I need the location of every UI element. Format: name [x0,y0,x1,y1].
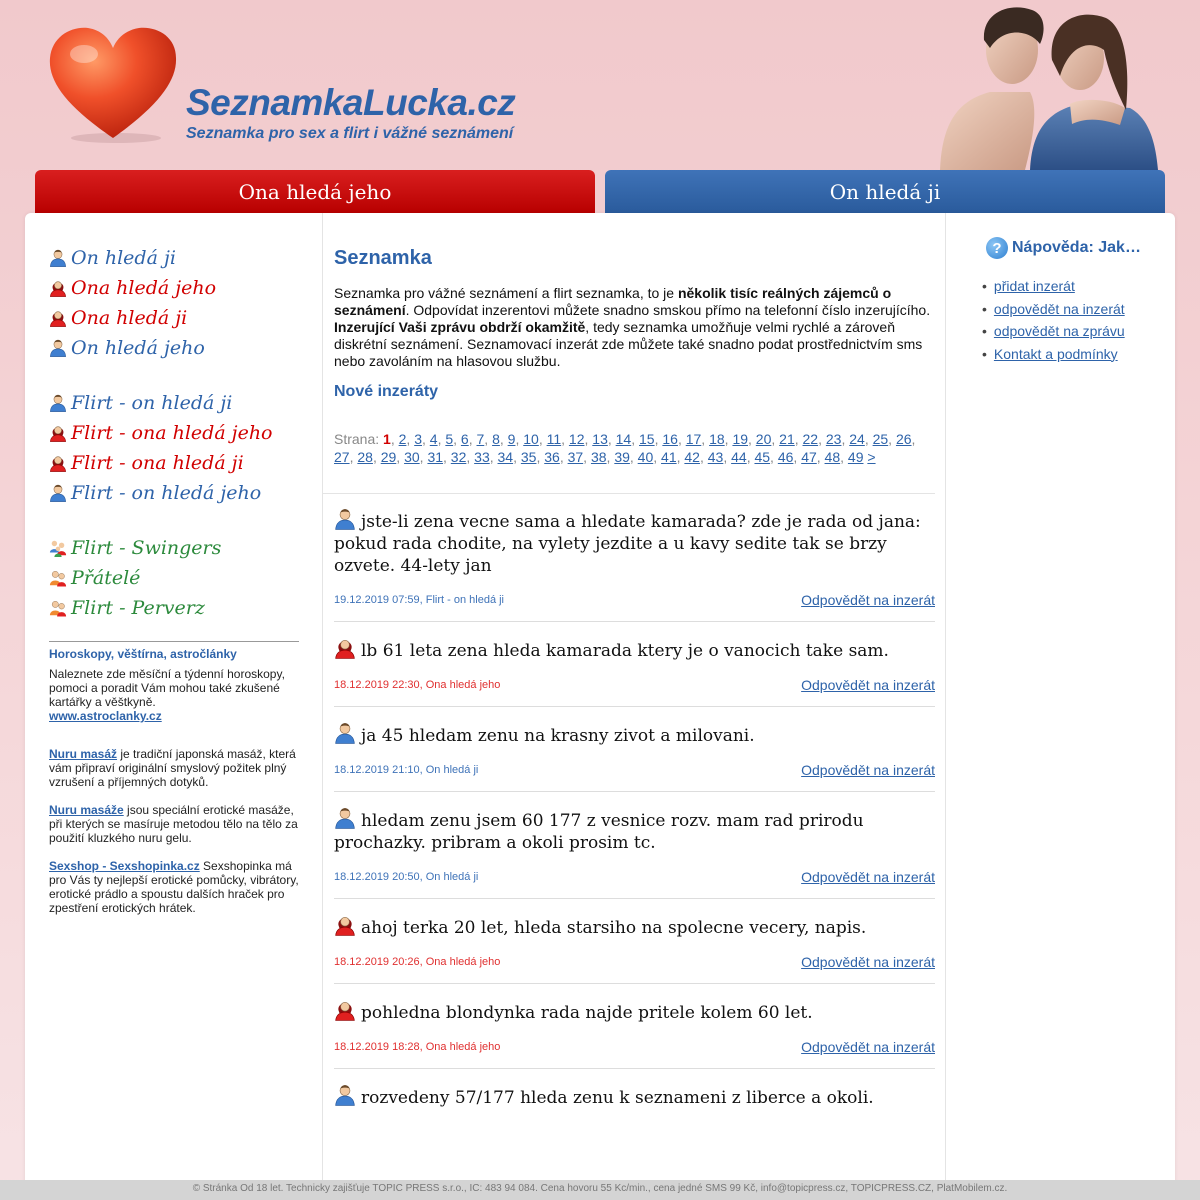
female-user-icon [334,999,356,1021]
ad-text [334,807,935,854]
nav-item-label: Přátelé [71,567,141,589]
nav-item-label: Flirt - Swingers [71,537,222,559]
ad-text [334,1084,935,1109]
female-user-icon [49,453,67,473]
right-sidebar [945,213,1175,1188]
nav-group-basic [49,243,309,363]
page-link[interactable]: 27 [334,449,350,465]
page-link[interactable]: 33 [474,449,490,465]
page-link[interactable]: 26 [895,431,912,447]
page-link[interactable]: 2 [398,431,407,447]
ad-date-category: 18.12.2019 22:30, Ona hledá jeho [334,679,501,691]
page-link[interactable]: 12 [568,431,585,447]
page-link[interactable]: 39 [614,449,630,465]
main-panel [25,213,1175,1188]
ad-text [334,637,935,662]
page-link[interactable]: 16 [662,431,678,447]
page-link[interactable]: 31 [427,449,444,465]
promo-paragraph [49,747,301,789]
nav-item-label: Flirt - ona hledá ji [71,452,244,474]
friends-icon [49,598,67,618]
page-title: Seznamka [334,247,432,269]
site-header [0,0,1200,170]
nav-item-flirt-ona-hleda-jeho[interactable] [49,418,309,448]
female-user-icon [334,637,356,659]
nav-item-on-hleda-jeho[interactable] [49,333,309,363]
intro-part: , tedy seznamka umožňuje velmi rychlé a zároveň diskrétní seznámení. Seznamovací inzerát zde můžete také snadno podat prostřednictvím sms nebo zavoláním na hlasovou službu. [334,319,923,369]
male-user-icon [49,248,67,268]
page-link[interactable]: 11 [546,431,562,447]
page-link[interactable]: 40 [637,449,654,465]
nav-item-label: Flirt - on hledá jeho [71,482,262,504]
ads-list [334,508,935,1136]
page-link[interactable]: 37 [567,449,584,465]
ad-meta-row [334,591,935,609]
help-list [982,275,1125,365]
ad-text [334,914,935,939]
friends-icon [49,568,67,588]
promo-link[interactable]: Nuru masáž [49,747,118,761]
ad-meta-row [334,761,935,779]
page-link[interactable]: 10 [523,431,539,447]
help-item [982,275,1125,298]
ad-item [334,508,935,622]
page-link[interactable]: 49 [847,449,864,465]
logo-part-1: Seznamka [186,82,363,123]
help-link-odpovedet-na-inzerat[interactable]: odpovědět na inzerát [993,300,1125,317]
intro-text [334,285,934,370]
ad-message: lb 61 leta zena hleda kamarada ktery je o vanocich take sam. [361,641,889,661]
page-link[interactable]: 38 [590,449,607,465]
ad-text [334,508,935,577]
reply-link[interactable]: Odpovědět na inzerát [801,954,935,970]
ad-message: rozvedeny 57/177 hleda zenu k seznameni z liberce a okoli. [361,1088,874,1108]
page-link[interactable]: 44 [731,449,747,465]
tab-ona-hleda-jeho[interactable]: Ona hledá jeho [35,170,595,213]
help-item [982,298,1125,321]
nav-item-label: On hledá jeho [71,337,205,359]
male-user-icon [334,722,356,744]
help-item [982,320,1125,343]
male-user-icon [334,1084,356,1106]
male-user-icon [334,807,356,829]
page-link[interactable]: 6 [460,431,469,447]
nav-item-label: Flirt - on hledá ji [71,392,233,414]
male-user-icon [49,393,67,413]
female-user-icon [49,423,67,443]
help-link-pridat-inzerat[interactable]: přidat inzerát [993,278,1075,294]
male-user-icon [49,338,67,358]
nav-item-label: On hledá ji [71,247,176,269]
help-question-icon: ? [986,237,1008,259]
ad-message: hledam zenu jsem 60 177 z vesnice rozv. mam rad prirodu prochazky. pribram a okoli prosim tc. [334,811,864,853]
page-link[interactable]: 28 [357,449,373,465]
page-link[interactable]: 13 [592,431,608,447]
site-tagline: Seznamka pro sex a flirt i vážné seznámení [186,125,514,142]
ad-item [334,1084,935,1121]
ad-item [334,637,935,707]
group-icon [49,538,67,558]
nav-item-pratele[interactable] [49,563,309,593]
page-link[interactable]: 23 [825,431,842,447]
intro-part: Seznamka pro vážné seznámení a flirt seznamka, to je [334,285,678,301]
male-user-icon [49,483,67,503]
nav-group-flirt [49,388,309,508]
ad-meta-row [334,868,935,886]
nav-item-ona-hleda-ji[interactable] [49,303,309,333]
promo-link[interactable]: Sexshop - Sexshopinka.cz [49,859,200,873]
page-link[interactable]: 20 [755,431,772,447]
ad-meta-row [334,676,935,694]
page-link[interactable]: 1 [383,431,391,447]
footer: © Stránka Od 18 let. Technicky zajišťuje TOPIC PRESS s.r.o., IC: 483 94 084. Cena hovoru 55 Kc/min., cena jedné SMS 99 Kč, info@topicpress.cz, TOPICPRESS.CZ, PlatMobilem.cz. [0,1180,1200,1200]
help-link-odpovedet-na-zpravu[interactable]: odpovědět na zprávu [993,323,1125,339]
pagination: Strana: 1, 2, 3, 4, 5, 6, 7, 8, 9, 10, 11, 12, 13, 14, 15, 16, 17, 18, 19, 20, 21, 22, 23, 24, 25, 26, 27, 28, 29, 30, 31, 32, 33, 34, 35, 36, 37, 38, 39, 40, 41, 42, 43, 44, 45, 46, 47, 48, 49 > [334,431,916,465]
help-heading [986,237,1141,259]
nav-item-flirt-swingers[interactable] [49,533,309,563]
ad-date-category: 18.12.2019 20:26, Ona hledá jeho [334,956,501,968]
ad-date-category: 19.12.2019 07:59, Flirt - on hledá ji [334,594,505,606]
promo-paragraph [49,859,301,915]
page-link[interactable]: 14 [615,431,632,447]
page-link[interactable]: 5 [445,431,454,447]
horoscope-title: Horoskopy, věštírna, astročlánky [49,647,237,661]
left-sidebar [25,213,323,1188]
page-link[interactable]: 18 [709,431,725,447]
nav-item-flirt-ona-hleda-ji[interactable] [49,448,309,478]
reply-link[interactable]: Odpovědět na inzerát [801,762,935,778]
page-link[interactable]: 9 [507,431,516,447]
female-user-icon [49,278,67,298]
page-link[interactable]: 34 [497,449,514,465]
nav-item-label: Flirt - Perverz [71,597,205,619]
ad-text [334,722,935,747]
page-link[interactable]: 29 [380,449,397,465]
ad-date-category: 18.12.2019 20:50, On hledá ji [334,871,479,883]
page-link[interactable]: 45 [754,449,771,465]
page-link[interactable]: 4 [429,431,438,447]
page-link[interactable]: 19 [732,431,749,447]
ad-message: pohledna blondynka rada najde pritele kolem 60 let. [361,1003,813,1023]
page-link[interactable]: 25 [872,431,889,447]
intro-bold: Inzerující Vaši zprávu obdrží okamžitě [334,319,586,335]
heart-logo-icon[interactable] [46,26,180,146]
page-link[interactable]: 41 [661,449,677,465]
ad-message: jste-li zena vecne sama a hledate kamarada? zde je rada od jana: pokud rada chodite, na vylety jezdite a u kavy sedite tak se brzy ozvete. 44-lety jan [334,512,921,576]
female-user-icon [334,914,356,936]
promo-text: Sexshopinka má pro Vás ty nejlepší erotické pomůcky, vibrátory, erotické prádlo a spoustu dalších hraček pro zpestření erotických hrátek. [49,859,299,915]
nav-item-label: Ona hledá jeho [71,277,217,299]
page-link[interactable]: 42 [684,449,700,465]
help-item [982,343,1125,366]
tab-on-hleda-ji[interactable]: On hledá ji [605,170,1165,213]
nav-item-flirt-perverz[interactable] [49,593,309,623]
help-link-kontakt-a-podminky[interactable]: Kontakt a podmínky [993,345,1118,362]
reply-link[interactable]: Odpovědět na inzerát [801,1039,935,1055]
help-title: Nápověda: Jak… [1012,239,1141,256]
reply-link[interactable]: Odpovědět na inzerát [801,677,935,693]
promo-paragraph [49,803,301,845]
ad-date-category: 18.12.2019 21:10, On hledá ji [334,764,479,776]
ad-message: ahoj terka 20 let, hleda starsiho na spolecne vecery, napis. [361,918,867,938]
horoscope-link[interactable]: www.astroclanky.cz [49,709,162,723]
nav-item-label: Ona hledá ji [71,307,188,329]
page-link[interactable]: 21 [779,431,795,447]
ad-date-category: 18.12.2019 18:28, Ona hledá jeho [334,1041,501,1053]
page-link[interactable]: 22 [802,431,819,447]
reply-link[interactable]: Odpovědět na inzerát [801,869,935,885]
couple-photo [920,0,1170,170]
nav-group-other [49,533,309,623]
page-link[interactable]: 24 [849,431,865,447]
new-ads-heading: Nové inzeráty [334,383,439,400]
promo-text: jsou speciální erotické masáže, při kterých se masíruje metodou tělo na tělo za použití kluzkého nuru gelu. [49,803,298,845]
page-link[interactable]: 32 [450,449,467,465]
left-ads [49,747,301,929]
ad-item [334,722,935,792]
ad-meta-row [334,953,935,971]
page-link[interactable]: 47 [801,449,817,465]
page-link[interactable]: 48 [824,449,841,465]
ad-message: ja 45 hledam zenu na krasny zivot a milovani. [361,726,755,746]
page-link[interactable]: 3 [414,431,422,447]
page-link[interactable]: 7 [476,431,485,447]
nav-item-flirt-on-hleda-jeho[interactable] [49,478,309,508]
page-link[interactable]: 43 [707,449,724,465]
ad-item [334,807,935,899]
promo-link[interactable]: Nuru masáže [49,803,124,817]
page-link[interactable]: 36 [544,449,560,465]
page-link[interactable]: 17 [685,431,702,447]
divider [323,493,935,494]
female-user-icon [49,308,67,328]
content-column [323,213,945,1188]
male-user-icon [334,508,356,530]
pager-label: Strana: [334,431,380,447]
intro-part: . Odpovídat inzerentovi můžete snadno smskou přímo na telefonní číslo inzerujícího. [405,302,931,318]
horoscope-box [49,641,299,723]
ad-meta-row [334,1038,935,1056]
site-logo-text[interactable] [186,82,515,124]
ad-item [334,914,935,984]
intro-bold: několik tisíc reálných zájemců o seznámení [334,285,892,318]
reply-link[interactable]: Odpovědět na inzerát [801,592,935,608]
horoscope-text: Naleznete zde měsíční a týdenní horoskopy, pomoci a poradit Vám mohou také zkušené kartářky a věštkyně. [49,667,285,709]
logo-part-2: Lucka [363,82,468,123]
page-link[interactable]: 35 [520,449,537,465]
ad-text [334,999,935,1024]
nav-item-on-hleda-ji[interactable] [49,243,309,273]
page-link[interactable]: 8 [492,431,500,447]
nav-item-flirt-on-hleda-ji[interactable] [49,388,309,418]
nav-item-ona-hleda-jeho[interactable] [49,273,309,303]
page-link[interactable]: > [867,449,876,465]
logo-part-3: .cz [467,82,516,123]
promo-text: je tradiční japonská masáž, která vám připraví originální smyslový požitek plný vzrušení a příjemných dotyků. [49,747,296,789]
ad-item [334,999,935,1069]
page-link[interactable]: 30 [404,449,420,465]
page-link[interactable]: 15 [639,431,655,447]
nav-item-label: Flirt - ona hledá jeho [71,422,273,444]
page-link[interactable]: 46 [777,449,794,465]
